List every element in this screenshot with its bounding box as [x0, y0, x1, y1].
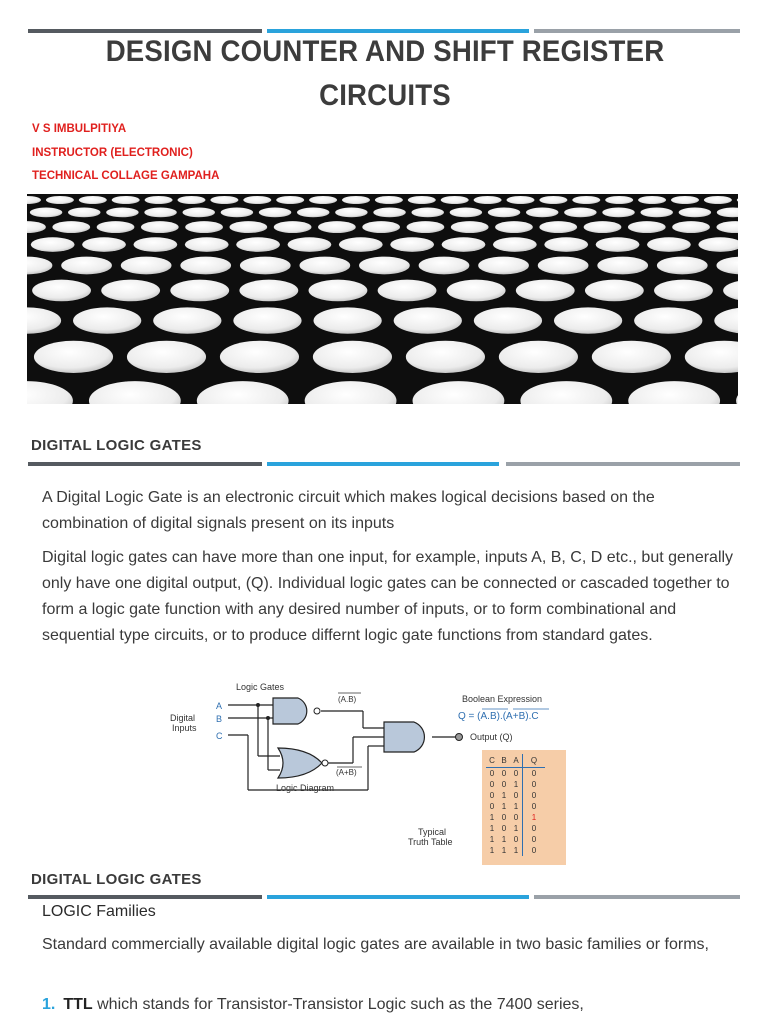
disc-shape — [127, 341, 206, 373]
disc-shape — [274, 221, 312, 233]
disc-shape — [32, 280, 91, 302]
disc-shape — [121, 257, 172, 275]
disc-shape — [210, 196, 238, 204]
truth-table-cell: 1 — [489, 835, 495, 844]
truth-table-cell: 1 — [489, 813, 495, 822]
truth-table-cell: 0 — [523, 790, 546, 801]
disc-shape — [34, 341, 113, 373]
disc-shape — [300, 257, 351, 275]
disc-shape — [236, 237, 280, 252]
input-c-label: C — [216, 731, 223, 741]
digital-inputs-label-2: Inputs — [172, 723, 197, 733]
truth-table-cell: 0 — [501, 780, 507, 789]
truth-table-row — [486, 834, 545, 845]
paragraph-definition: A Digital Logic Gate is an electronic circuit which makes logical decisions based on the combination of digital signals present on its inputs — [42, 489, 655, 532]
disc-shape — [407, 221, 445, 233]
truth-table-cell: 1 — [489, 846, 495, 855]
disc-shape — [106, 208, 138, 218]
disc-shape — [314, 307, 382, 333]
disc-shape — [394, 307, 462, 333]
truth-table-cell: 0 — [513, 813, 519, 822]
truth-table-cell: 0 — [513, 769, 519, 778]
typical-label: Typical — [418, 827, 447, 837]
nor-output-label: (A+B) — [336, 768, 357, 777]
disc-shape — [723, 280, 738, 302]
author-role: INSTRUCTOR (ELECTRONIC) — [32, 147, 193, 159]
author-name: V S IMBULPITIYA — [32, 123, 127, 135]
disc-shape — [408, 196, 436, 204]
disc-shape — [339, 237, 383, 252]
disc-shape — [230, 221, 268, 233]
truth-table-cell: 0 — [489, 802, 495, 811]
disc-shape — [97, 221, 135, 233]
disc-shape — [538, 257, 589, 275]
disc-shape — [499, 341, 578, 373]
disc-shape — [602, 208, 634, 218]
logic-gates-label: Logic Gates — [236, 682, 285, 692]
truth-table-cell: 1 — [501, 846, 507, 855]
truth-table-header-cell: A — [510, 754, 523, 768]
disc-shape — [359, 257, 410, 275]
disc-shape — [657, 257, 708, 275]
disc-shape — [717, 208, 738, 218]
disc-shape — [605, 196, 633, 204]
truth-table-cell: 0 — [489, 780, 495, 789]
disc-shape — [495, 221, 533, 233]
disc-shape — [539, 196, 567, 204]
disc-shape — [493, 237, 537, 252]
disc-shape — [474, 196, 502, 204]
disc-shape — [240, 257, 291, 275]
truth-table-header-cell: C — [486, 754, 498, 768]
truth-table-cell: 1 — [501, 802, 507, 811]
and3-gate-icon — [384, 722, 424, 752]
input-b-label: B — [216, 714, 223, 724]
disc-shape — [305, 381, 397, 404]
disc-shape — [233, 307, 301, 333]
disc-shape — [342, 196, 370, 204]
disc-shape — [89, 381, 181, 404]
disc-shape — [419, 257, 470, 275]
truth-table-cell: 0 — [523, 768, 546, 780]
boolean-expression: Q = (A.B).(A+B).C — [458, 711, 539, 722]
disc-shape — [27, 221, 46, 233]
disc-shape — [145, 196, 173, 204]
disc-shape — [478, 257, 529, 275]
truth-table-row — [486, 823, 545, 834]
truth-table-cell: 1 — [513, 780, 519, 789]
disc-shape — [144, 208, 176, 218]
disc-shape — [170, 280, 229, 302]
truth-table-cell: 0 — [523, 801, 546, 812]
disc-shape — [654, 280, 713, 302]
disc-shape — [716, 221, 738, 233]
paragraph-inputs: Digital logic gates can have more than one input, for example, inputs A, B, C, D etc., but generally only have one digital output, (Q). Individual logic gates can be connected or cascaded together to form a logic gate function with any desired number of inputs, or to form combinational and sequential type circuits, or to produce differnt logic gate functions from standard gates. — [42, 549, 734, 644]
disc-shape — [68, 208, 100, 218]
truth-table-cell: 0 — [501, 769, 507, 778]
truth-table-cell: 0 — [523, 834, 546, 845]
disc-shape — [73, 307, 141, 333]
truth-table-cell: 1 — [501, 791, 507, 800]
disc-shape — [447, 280, 506, 302]
author-institution: TECHNICAL COLLAGE GAMPAHA — [32, 170, 220, 182]
disc-shape — [309, 196, 337, 204]
disc-shape — [27, 257, 52, 275]
truth-table-cell: 1 — [523, 812, 546, 823]
disc-shape — [526, 208, 558, 218]
truth-table-row — [486, 790, 545, 801]
disc-shape — [373, 208, 405, 218]
disc-shape — [698, 237, 738, 252]
disc-shape — [544, 237, 588, 252]
disc-shape — [442, 237, 486, 252]
disc-shape — [390, 237, 434, 252]
truth-table-label: Truth Table — [408, 837, 453, 847]
list-key-ttl: TTL — [63, 996, 93, 1013]
boolean-expression-label: Boolean Expression — [462, 694, 543, 704]
disc-shape — [46, 196, 74, 204]
truth-table-cell: 0 — [501, 813, 507, 822]
paragraph-families: Standard commercially available digital logic gates are available in two basic families or forms, — [42, 936, 709, 953]
truth-table-row — [486, 801, 545, 812]
page-title: DESIGN COUNTER AND SHIFT REGISTER CIRCUITS — [105, 35, 665, 112]
disc-shape — [220, 341, 299, 373]
truth-table-row — [486, 768, 545, 780]
disc-shape — [313, 341, 392, 373]
truth-table-header-cell: Q — [523, 754, 546, 768]
truth-table-cell: 0 — [523, 845, 546, 856]
and-gate-icon — [273, 698, 307, 724]
disc-shape — [309, 280, 368, 302]
truth-table-cell: 1 — [501, 835, 507, 844]
disc-shape — [539, 221, 577, 233]
disc-shape — [30, 208, 62, 218]
disc-shape — [685, 341, 738, 373]
logic-families-heading: LOGIC Families — [42, 903, 156, 920]
disc-shape — [671, 196, 699, 204]
truth-table-cell: 1 — [513, 846, 519, 855]
truth-table-cell: 1 — [513, 802, 519, 811]
disc-shape — [52, 221, 90, 233]
disc-shape — [488, 208, 520, 218]
truth-table-cell: 0 — [489, 791, 495, 800]
disc-shape — [450, 208, 482, 218]
logic-diagram-label: Logic Diagram — [276, 783, 335, 793]
disc-shape — [153, 307, 221, 333]
disc-shape — [592, 341, 671, 373]
disc-shape — [413, 381, 505, 404]
disc-shape — [221, 208, 253, 218]
disc-shape — [451, 221, 489, 233]
disc-shape — [82, 237, 126, 252]
disc-shape — [79, 196, 107, 204]
disc-shape — [679, 208, 711, 218]
white-discs-pattern-image — [27, 194, 738, 404]
truth-table-cell: 0 — [523, 823, 546, 834]
disc-shape — [112, 196, 140, 204]
section-heading-2: DIGITAL LOGIC GATES — [31, 871, 202, 888]
disc-shape — [634, 307, 702, 333]
truth-table-cell: 0 — [523, 779, 546, 790]
truth-table-row — [486, 812, 545, 823]
disc-shape — [441, 196, 469, 204]
disc-shape — [516, 280, 575, 302]
disc-shape — [141, 221, 179, 233]
disc-shape — [288, 237, 332, 252]
disc-shape — [243, 196, 271, 204]
disc-shape — [584, 221, 622, 233]
disc-shape — [520, 381, 612, 404]
nor-gate-icon — [278, 748, 322, 778]
disc-shape — [714, 307, 738, 333]
output-label: Output (Q) — [470, 732, 513, 742]
list-text-ttl: which stands for Transistor-Transistor Logic such as the 7400 series, — [92, 996, 584, 1013]
disc-shape — [318, 221, 356, 233]
disc-shape — [239, 280, 298, 302]
truth-table-cell: 0 — [513, 791, 519, 800]
list-number: 1. — [42, 996, 56, 1013]
disc-shape — [27, 307, 61, 333]
input-a-label: A — [216, 701, 223, 711]
disc-shape — [61, 257, 112, 275]
disc-shape — [362, 221, 400, 233]
disc-shape — [335, 208, 367, 218]
disc-shape — [297, 208, 329, 218]
disc-shape — [640, 208, 672, 218]
truth-table-header — [486, 754, 545, 768]
disc-shape — [276, 196, 304, 204]
disc-shape — [406, 341, 485, 373]
disc-shape — [638, 196, 666, 204]
disc-shape — [375, 196, 403, 204]
disc-shape — [180, 257, 231, 275]
disc-shape — [27, 196, 41, 204]
disc-shape — [178, 196, 206, 204]
and-output-label: (A.B) — [338, 695, 357, 704]
disc-shape — [737, 196, 738, 204]
disc-shape — [411, 208, 443, 218]
truth-table-header-cell: B — [498, 754, 510, 768]
disc-shape — [628, 381, 720, 404]
disc-shape — [647, 237, 691, 252]
disc-shape — [716, 257, 738, 275]
disc-shape — [259, 208, 291, 218]
digital-inputs-label: Digital — [170, 713, 196, 723]
disc-shape — [197, 381, 289, 404]
disc-shape — [554, 307, 622, 333]
disc-shape — [596, 237, 640, 252]
section-heading: DIGITAL LOGIC GATES — [31, 437, 202, 454]
truth-table-row — [486, 779, 545, 790]
list-item-ttl — [42, 996, 584, 1014]
disc-shape — [474, 307, 542, 333]
disc-shape — [507, 196, 535, 204]
disc-shape — [736, 381, 738, 404]
disc-shape — [31, 237, 75, 252]
truth-table-cell: 1 — [489, 824, 495, 833]
disc-shape — [628, 221, 666, 233]
disc-shape — [27, 381, 73, 404]
disc-shape — [378, 280, 437, 302]
disc-shape — [564, 208, 596, 218]
truth-table-row — [486, 845, 545, 856]
disc-shape — [182, 208, 214, 218]
disc-shape — [101, 280, 160, 302]
truth-table — [482, 750, 566, 865]
truth-table-cell: 0 — [513, 835, 519, 844]
truth-table-cell: 0 — [489, 769, 495, 778]
disc-shape — [134, 237, 178, 252]
disc-shape — [672, 221, 710, 233]
section-divider — [28, 462, 740, 466]
disc-shape — [185, 221, 223, 233]
disc-shape — [704, 196, 732, 204]
disc-shape — [597, 257, 648, 275]
disc-shape — [585, 280, 644, 302]
disc-shape — [572, 196, 600, 204]
truth-table-cell: 0 — [501, 824, 507, 833]
truth-table-cell: 1 — [513, 824, 519, 833]
disc-shape — [185, 237, 229, 252]
section-divider-2 — [28, 895, 740, 899]
